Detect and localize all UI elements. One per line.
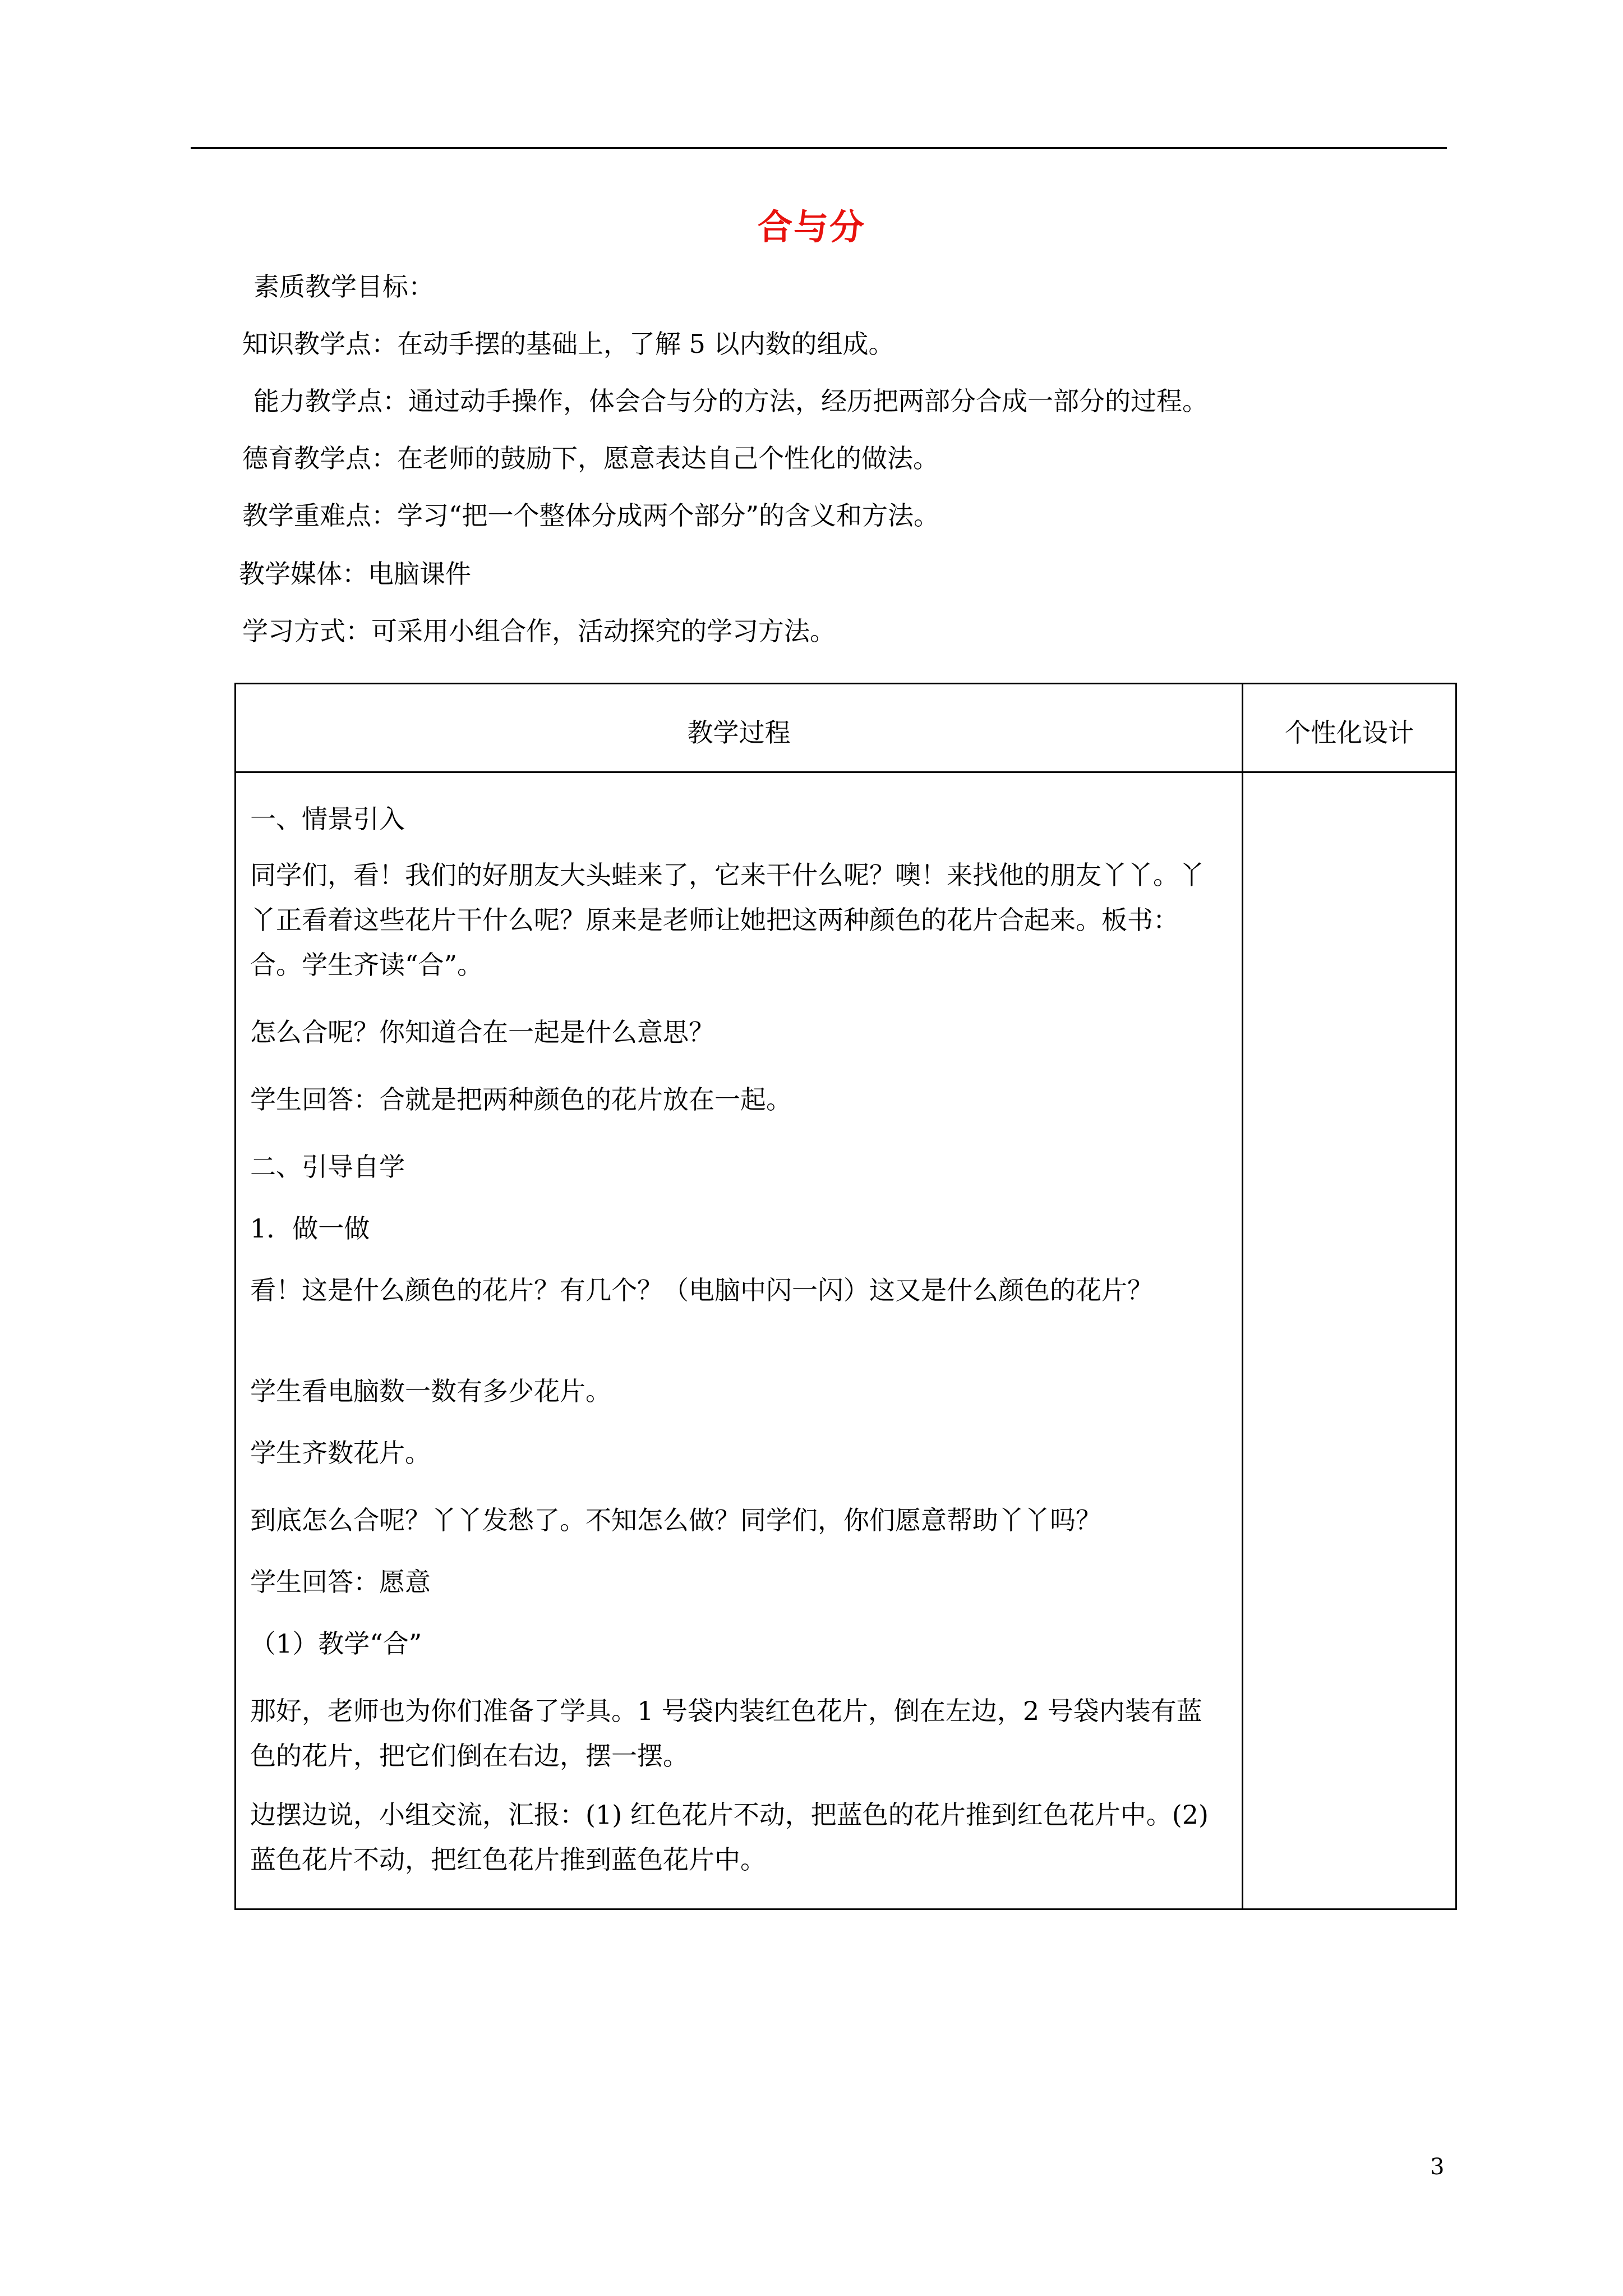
teaching-media: 教学媒体：电脑课件 xyxy=(239,559,471,589)
column-divider xyxy=(1242,684,1243,1908)
goal-heading: 素质教学目标： xyxy=(253,272,434,302)
paragraph: 到底怎么合呢？丫丫发愁了。不知怎么做？同学们，你们愿意帮助丫丫吗？ xyxy=(250,1505,1101,1535)
header-rule xyxy=(191,147,1447,149)
key-points: 教学重难点：学习“把一个整体分成两个部分”的含义和方法。 xyxy=(242,500,940,531)
header-divider xyxy=(236,771,1455,773)
paragraph: （1）教学“合” xyxy=(250,1628,422,1659)
paragraph: 边摆边说，小组交流，汇报：(1) 红色花片不动，把蓝色的花片推到红色花片中。(2) 蓝色花片不动，把红色花片推到蓝色花片中。 xyxy=(250,1800,1209,1875)
paragraph: 看！这是什么颜色的花片？有几个？（电脑中闪一闪）这又是什么颜色的花片？ xyxy=(250,1275,1153,1305)
ability-point: 能力教学点：通过动手操作，体会合与分的方法，经历把两部分合成一部分的过程。 xyxy=(253,386,1208,416)
paragraph: 同学们，看！我们的好朋友大头蛙来了，它来干什么呢？噢！来找他的朋友丫丫。丫丫正看着这些花片干什么呢？原来是老师让她把这两种颜色的花片合起来。板书：合。学生齐读“合”。 xyxy=(250,860,1205,980)
paragraph: 二、引导自学 xyxy=(250,1152,405,1182)
paragraph: 一、情景引入 xyxy=(250,804,405,834)
moral-point: 德育教学点：在老师的鼓励下，愿意表达自己个性化的做法。 xyxy=(242,443,939,473)
document-title: 合与分 xyxy=(757,206,865,247)
paragraph: 那好，老师也为你们准备了学具。1 号袋内装红色花片，倒在左边，2 号袋内装有蓝色的花片，把它们倒在右边，摆一摆。 xyxy=(250,1696,1202,1771)
paragraph: 学生看电脑数一数有多少花片。 xyxy=(250,1376,611,1406)
header-process: 教学过程 xyxy=(687,717,791,748)
learning-method: 学习方式：可采用小组合作，活动探究的学习方法。 xyxy=(242,616,836,646)
lesson-table xyxy=(234,683,1457,1910)
paragraph: 1．做一做 xyxy=(250,1213,370,1244)
paragraph: 学生齐数花片。 xyxy=(250,1438,431,1468)
paragraph: 学生回答：愿意 xyxy=(250,1567,431,1597)
page-number: 3 xyxy=(1430,2154,1445,2180)
header-design: 个性化设计 xyxy=(1285,717,1414,748)
knowledge-point: 知识教学点：在动手摆的基础上，了解 5 以内数的组成。 xyxy=(242,329,895,359)
paragraph: 学生回答：合就是把两种颜色的花片放在一起。 xyxy=(250,1084,792,1115)
paragraph: 怎么合呢？你知道合在一起是什么意思？ xyxy=(250,1017,714,1047)
